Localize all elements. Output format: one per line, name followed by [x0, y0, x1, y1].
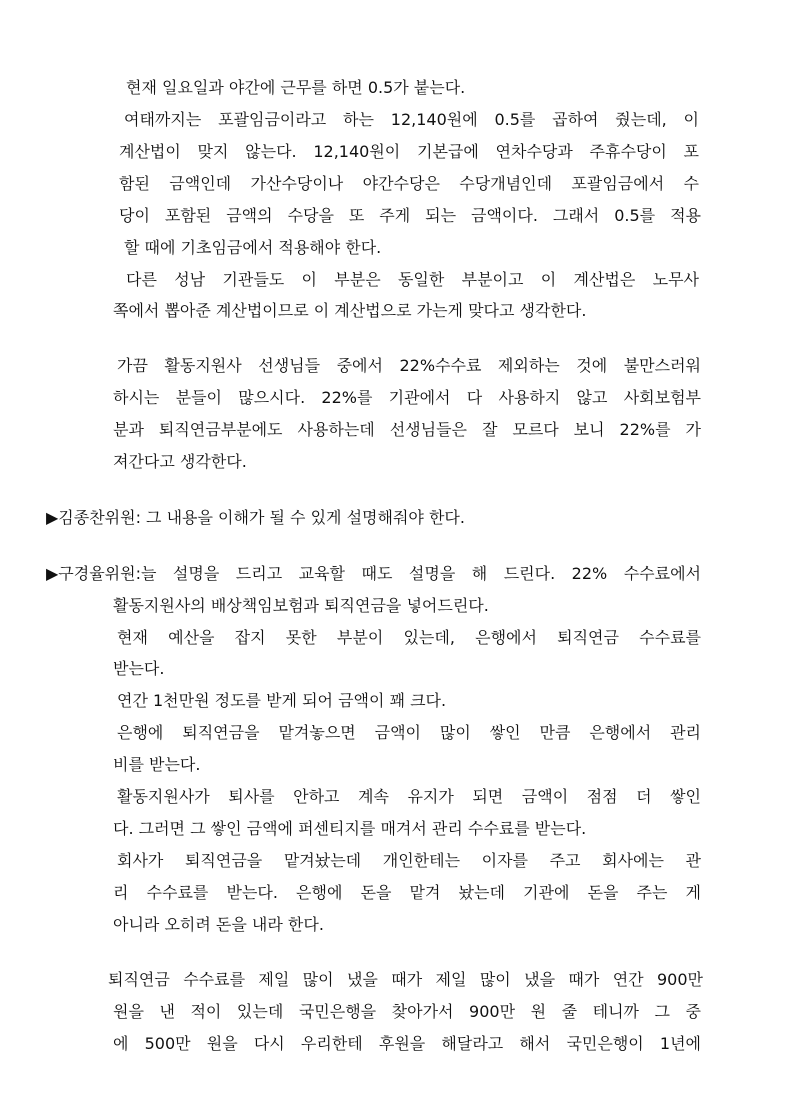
- text-line: 비를 받는다.: [113, 755, 201, 774]
- text-line: 하시는 분들이 많으시다. 22%를 기관에서 다 사용하지 않고 사회보험부: [113, 388, 701, 407]
- text-line: 여태까지는 포괄임금이라고 하는 12,140원에 0.5를 곱하여 줬는데, 이: [124, 110, 699, 129]
- text-line: 은행에 퇴직연금을 맡겨놓으면 금액이 많이 쌓인 만큼 은행에서 관리: [117, 723, 701, 742]
- text-line: 할 때에 기초임금에서 적용해야 한다.: [124, 238, 382, 257]
- text-line: 리 수수료를 받는다. 은행에 돈을 맡겨 놨는데 기관에 돈을 주는 게: [113, 883, 701, 902]
- text-line: 연간 1천만원 정도를 받게 되어 금액이 꽤 크다.: [117, 691, 447, 710]
- text-line: 다. 그러면 그 쌓인 금액에 퍼센티지를 매겨서 관리 수수료를 받는다.: [113, 819, 587, 838]
- text-line: 다른 성남 기관들도 이 부분은 동일한 부분이고 이 계산법은 노무사: [126, 270, 699, 289]
- text-line: 퇴직연금 수수료를 제일 많이 냈을 때가 제일 많이 냈을 때가 연간 900만: [108, 970, 703, 989]
- text-line: 활동지원사의 배상책임보험과 퇴직연금을 넣어드린다.: [113, 596, 489, 615]
- text-line: 아니라 오히려 돈을 내라 한다.: [113, 915, 324, 934]
- text-line: 활동지원사가 퇴사를 안하고 계속 유지가 되면 금액이 점점 더 쌓인: [117, 787, 701, 806]
- text-line: 현재 예산을 잡지 못한 부분이 있는데, 은행에서 퇴직연금 수수료를: [117, 628, 701, 647]
- text-line: 가끔 활동지원사 선생님들 중에서 22%수수료 제외하는 것에 불만스러워: [117, 356, 701, 375]
- text-line: 현재 일요일과 야간에 근무를 하면 0.5가 붙는다.: [126, 78, 466, 97]
- text-line: 원을 낸 적이 있는데 국민은행을 찾아가서 900만 원 줄 테니까 그 중: [113, 1002, 701, 1021]
- text-line: 쪽에서 뽑아준 계산법이므로 이 계산법으로 가는게 맞다고 생각한다.: [113, 301, 587, 320]
- text-line: 함된 금액인데 가산수당이나 야간수당은 수당개념인데 포괄임금에서 수: [119, 174, 699, 193]
- text-line: 받는다.: [113, 659, 165, 678]
- speaker-line: ▶김종찬위원: 그 내용을 이해가 될 수 있게 설명해줘야 한다.: [46, 508, 465, 527]
- text-line: 분과 퇴직연금부분에도 사용하는데 선생님들은 잘 모르다 보니 22%를 가: [113, 420, 701, 439]
- text-line: 에 500만 원을 다시 우리한테 후원을 해달라고 해서 국민은행이 1년에: [113, 1034, 701, 1053]
- text-line: 회사가 퇴직연금을 맡겨놨는데 개인한테는 이자를 주고 회사에는 관: [117, 851, 701, 870]
- text-line: 당이 포함된 금액의 수당을 또 주게 되는 금액이다. 그래서 0.5를 적용: [119, 206, 701, 225]
- speaker-line: ▶구경율위원:늘 설명을 드리고 교육할 때도 설명을 해 드린다. 22% 수수료에서: [46, 564, 701, 583]
- text-line: 계산법이 맞지 않는다. 12,140원이 기본급에 연차수당과 주휴수당이 포: [119, 142, 699, 161]
- text-line: 져간다고 생각한다.: [113, 452, 247, 471]
